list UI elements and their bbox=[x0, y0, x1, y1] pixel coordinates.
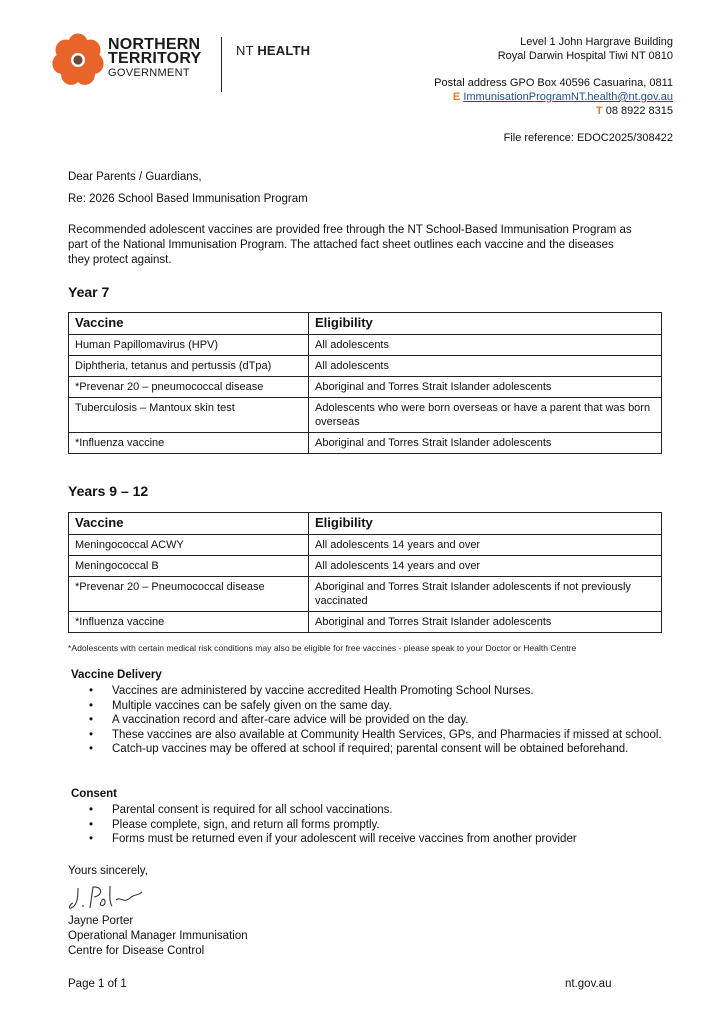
signatory-block bbox=[68, 914, 658, 959]
logo-line-1: NORTHERN bbox=[108, 36, 201, 53]
logo-divider bbox=[221, 37, 222, 92]
years9to12-heading: Years 9 – 12 bbox=[68, 483, 149, 499]
vaccine-cell: *Prevenar 20 – Pneumococcal disease bbox=[69, 577, 309, 612]
table-row bbox=[69, 398, 662, 433]
table-header-row bbox=[69, 313, 662, 335]
department-bold: HEALTH bbox=[257, 43, 311, 58]
table-row bbox=[69, 612, 662, 633]
list-item: • Vaccines are administered by vaccine accredited Health Promoting School Nurses. bbox=[112, 684, 704, 699]
department-name bbox=[236, 43, 310, 58]
flower-logo-icon bbox=[50, 32, 106, 88]
table-row bbox=[69, 535, 662, 556]
years9to12-table bbox=[68, 512, 662, 633]
vaccine-cell: Diphtheria, tetanus and pertussis (dTpa) bbox=[69, 356, 309, 377]
list-item: • Multiple vaccines can be safely given on the same day. bbox=[112, 699, 704, 714]
vaccine-cell: Human Papillomavirus (HPV) bbox=[69, 335, 309, 356]
eligibility-cell: All adolescents bbox=[309, 356, 662, 377]
list-item: • A vaccination record and after-care advice will be provided on the day. bbox=[112, 713, 704, 728]
logo-wordmark bbox=[108, 38, 201, 80]
eligibility-cell: Aboriginal and Torres Strait Islander adolescents if not previously vaccinated bbox=[309, 577, 662, 612]
footnote: *Adolescents with certain medical risk conditions may also be eligible for free vaccines - please speak to your Doctor or Health Centre bbox=[68, 643, 577, 653]
list-item: • These vaccines are also available at Community Health Services, GPs, and Pharmacies if missed at school. bbox=[112, 728, 704, 743]
table-row bbox=[69, 335, 662, 356]
vaccine-cell: *Influenza vaccine bbox=[69, 433, 309, 454]
year7-table bbox=[68, 312, 662, 454]
eligibility-cell: Aboriginal and Torres Strait Islander adolescents bbox=[309, 433, 662, 454]
vaccine-cell: Meningococcal ACWY bbox=[69, 535, 309, 556]
address-line-1: Level 1 John Hargrave Building bbox=[520, 36, 673, 48]
re-line: Re: 2026 School Based Immunisation Program bbox=[68, 193, 308, 205]
year7-heading: Year 7 bbox=[68, 284, 110, 300]
eligibility-cell: Adolescents who were born overseas or have a parent that was born overseas bbox=[309, 398, 662, 433]
intro-line: they protect against. bbox=[68, 254, 172, 266]
vaccine-cell: *Prevenar 20 – pneumococcal disease bbox=[69, 377, 309, 398]
table-row bbox=[69, 577, 662, 612]
address-block bbox=[498, 35, 673, 63]
delivery-list bbox=[68, 684, 704, 757]
vaccine-column-header: Vaccine bbox=[69, 513, 309, 535]
logo-line-3: GOVERNMENT bbox=[108, 67, 190, 79]
table-row bbox=[69, 433, 662, 454]
list-item: • Catch-up vaccines may be offered at school if required; parental consent will be obtained beforehand. bbox=[112, 742, 704, 757]
email-line bbox=[434, 90, 673, 104]
logo-line-2: TERRITORY bbox=[108, 50, 202, 67]
eligibility-cell: All adolescents 14 years and over bbox=[309, 535, 662, 556]
vaccine-column-header: Vaccine bbox=[69, 313, 309, 335]
eligibility-cell: Aboriginal and Torres Strait Islander adolescents bbox=[309, 612, 662, 633]
list-item: • Parental consent is required for all school vaccinations. bbox=[112, 803, 704, 818]
eligibility-cell: Aboriginal and Torres Strait Islander adolescents bbox=[309, 377, 662, 398]
intro-line: part of the National Immunisation Program. The attached fact sheet outlines each vaccine and the diseases bbox=[68, 239, 614, 251]
table-row bbox=[69, 377, 662, 398]
phone-number: 08 8922 8315 bbox=[605, 105, 673, 117]
consent-list bbox=[68, 803, 704, 847]
signatory-title: Operational Manager Immunisation bbox=[68, 930, 248, 942]
email-link[interactable]: ImmunisationProgramNT.health@nt.gov.au bbox=[463, 91, 673, 103]
vaccine-cell: Meningococcal B bbox=[69, 556, 309, 577]
salutation: Dear Parents / Guardians, bbox=[68, 171, 202, 183]
table-header-row bbox=[69, 513, 662, 535]
table-row bbox=[69, 556, 662, 577]
table-row bbox=[69, 356, 662, 377]
nt-government-logo-icon bbox=[50, 32, 106, 88]
eligibility-cell: All adolescents 14 years and over bbox=[309, 556, 662, 577]
signature-image bbox=[68, 882, 148, 914]
phone-label: T bbox=[595, 105, 603, 117]
eligibility-column-header: Eligibility bbox=[309, 313, 662, 335]
intro-paragraph bbox=[68, 223, 658, 268]
vaccine-cell: Tuberculosis – Mantoux skin test bbox=[69, 398, 309, 433]
email-label: E bbox=[452, 91, 461, 103]
department-prefix: NT bbox=[236, 43, 258, 58]
page-number: Page 1 of 1 bbox=[68, 978, 127, 990]
signatory-name: Jayne Porter bbox=[68, 915, 134, 927]
list-item: • Please complete, sign, and return all forms promptly. bbox=[112, 818, 704, 833]
phone-line bbox=[434, 104, 673, 118]
eligibility-column-header: Eligibility bbox=[309, 513, 662, 535]
contact-block bbox=[434, 76, 673, 118]
consent-heading: Consent bbox=[71, 788, 117, 800]
intro-line: Recommended adolescent vaccines are provided free through the NT School-Based Immunisation Program as bbox=[68, 224, 632, 236]
list-item: • Forms must be returned even if your adolescent will receive vaccines from another provider bbox=[112, 832, 704, 847]
footer-website: nt.gov.au bbox=[565, 978, 612, 990]
signatory-unit: Centre for Disease Control bbox=[68, 945, 205, 957]
vaccine-cell: *Influenza vaccine bbox=[69, 612, 309, 633]
delivery-heading: Vaccine Delivery bbox=[71, 669, 162, 681]
sign-off: Yours sincerely, bbox=[68, 865, 148, 877]
address-line-2: Royal Darwin Hospital Tiwi NT 0810 bbox=[497, 50, 673, 62]
postal-address: Postal address GPO Box 40596 Casuarina, 0811 bbox=[434, 77, 673, 89]
file-reference: File reference: EDOC2025/308422 bbox=[503, 132, 673, 144]
eligibility-cell: All adolescents bbox=[309, 335, 662, 356]
